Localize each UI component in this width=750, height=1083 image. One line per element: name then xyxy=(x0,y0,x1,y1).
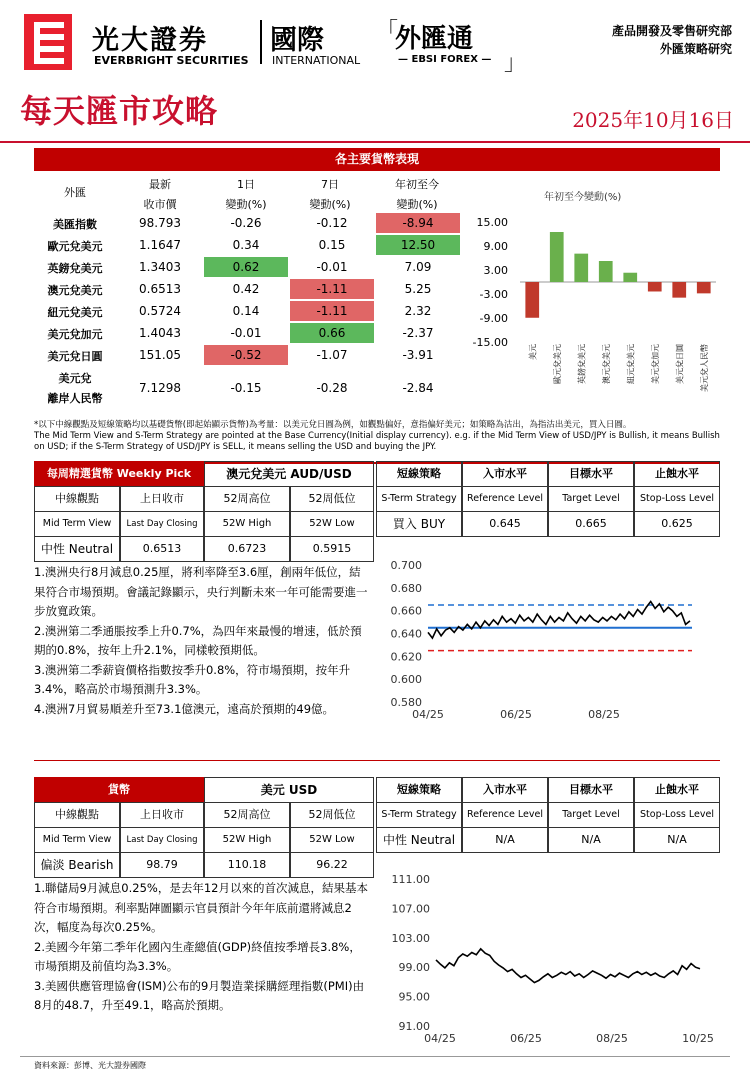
bar xyxy=(550,232,564,282)
high-header: 52周高位 xyxy=(204,486,290,512)
price-series-line xyxy=(428,602,690,639)
y-tick-label: -15.00 xyxy=(472,336,508,349)
commentary-point: 4.澳洲7月貿易順差升至73.1億澳元，遠高於預期的49億。 xyxy=(34,701,335,716)
table-row xyxy=(34,212,464,234)
commentary-point: 2.美國今年第二季年化國內生產總值(GDP)終值按季增長3.8%，市場預期及前值均為3.3%。 xyxy=(34,939,361,973)
table-row xyxy=(34,256,464,278)
low-header: 52周低位 xyxy=(290,486,374,512)
high-header: 52周高位 xyxy=(204,802,290,828)
currency-name: 澳元兌美元 xyxy=(47,284,103,297)
y-tick-label: 107.00 xyxy=(391,902,430,916)
note-cn: *以下中線觀點及短線策略均以基礎貨幣(即起始顯示貨幣)為考量：以美元兌日圓為例，如觀點偏好，意指偏好美元；如策略為沽出，為指沽出美元，買入日圓。 xyxy=(34,420,632,430)
currency-name: 紐元兌美元 xyxy=(47,306,103,319)
change-7d: 0.66 xyxy=(290,323,374,343)
st-strategy-header: 短線策略 xyxy=(376,461,462,487)
bracket-close-icon: 」 xyxy=(504,51,527,76)
stop-header: 止蝕水平 xyxy=(634,777,720,803)
pair-title: 澳元兌美元 AUD/USD xyxy=(204,461,374,487)
change-7d: 0.15 xyxy=(318,238,346,252)
y-tick-label: 91.00 xyxy=(398,1020,430,1033)
x-tick-label: 04/25 xyxy=(412,708,444,721)
mid-view-value: 中性 Neutral xyxy=(34,536,120,562)
low-value: 96.22 xyxy=(290,852,374,878)
last-price: 1.1647 xyxy=(139,238,181,252)
x-tick-label: 06/25 xyxy=(500,708,532,721)
divider xyxy=(260,20,262,64)
commentary-point: 3.澳洲第二季薪資價格指數按季升0.8%，符市場預期，按年升3.4%，略高於市場預測升3.3%。 xyxy=(34,662,351,696)
y-tick-label: 103.00 xyxy=(391,931,430,945)
column-header: 變動(%) xyxy=(225,198,267,211)
entry-value: N/A xyxy=(462,827,548,853)
bar xyxy=(525,282,539,318)
table-row xyxy=(34,322,464,344)
divider xyxy=(20,1056,730,1057)
ytd-bar-chart xyxy=(466,182,722,414)
divider xyxy=(0,141,750,143)
change-ytd: -2.84 xyxy=(402,381,434,395)
stop-value: 0.625 xyxy=(634,511,720,537)
target-value: 0.665 xyxy=(548,511,634,537)
x-tick-label: 08/25 xyxy=(588,708,620,721)
last-price: 7.1298 xyxy=(139,381,181,395)
stop-header-en: Stop-Loss Level xyxy=(634,486,720,512)
department: 產品開發及零售研究部 xyxy=(611,24,732,38)
strategy-value: 中性 Neutral xyxy=(376,827,462,853)
x-tick-label: 英鎊兌美元 xyxy=(577,344,587,384)
x-tick-label: 10/25 xyxy=(682,1032,714,1045)
entry-header: 入市水平 xyxy=(462,461,548,487)
bar xyxy=(672,282,686,298)
x-tick-label: 歐元兌美元 xyxy=(552,344,562,384)
aud-commentary xyxy=(34,563,370,719)
currency-label: 貨幣 xyxy=(34,777,204,803)
change-1d: 0.34 xyxy=(232,238,260,252)
note-en: The Mid Term View and S-Term Strategy are pointed at the Base Currency(Initial display currency). e.g. if the Mid Term View of USD/JPY is Bullish, it means Bullish on USD; if the S-Term Strategy of USD/JPY is SELL, it means selling the USD and buying the JPY. xyxy=(34,431,720,452)
column-header: 最新 xyxy=(149,178,171,191)
target-header-en: Target Level xyxy=(548,802,634,828)
change-1d: 0.14 xyxy=(232,304,260,318)
change-ytd: -8.94 xyxy=(376,213,460,233)
last-close-header-en: Last Day Closing xyxy=(120,511,204,537)
last-close-header-en: Last Day Closing xyxy=(120,827,204,853)
table-row xyxy=(34,344,464,366)
currency-name: 歐元兌美元 xyxy=(47,240,103,253)
change-7d: -1.11 xyxy=(290,279,374,299)
high-header-en: 52W High xyxy=(204,827,290,853)
change-1d: 0.42 xyxy=(232,282,260,296)
last-price: 1.3403 xyxy=(139,260,181,274)
section-title: 各主要貨幣表現 xyxy=(34,148,720,171)
x-tick-label: 紐元兌美元 xyxy=(626,344,636,384)
y-tick-label: 3.00 xyxy=(483,264,508,277)
department-sub: 外匯策略研究 xyxy=(659,42,732,56)
low-header-en: 52W Low xyxy=(290,511,374,537)
y-tick-label: 0.600 xyxy=(390,673,422,687)
column-header: 收市價 xyxy=(143,198,177,211)
change-7d: -1.11 xyxy=(290,301,374,321)
change-ytd: -2.37 xyxy=(402,326,434,340)
column-header: 外匯 xyxy=(64,186,86,199)
x-tick-label: 美元兌加元 xyxy=(650,344,660,384)
column-header: 變動(%) xyxy=(396,198,438,211)
st-strategy-header: 短線策略 xyxy=(376,777,462,803)
y-tick-label: 111.00 xyxy=(391,873,430,886)
change-1d: 0.62 xyxy=(204,257,288,277)
last-close-header: 上日收市 xyxy=(120,486,204,512)
change-1d: -0.26 xyxy=(230,216,262,230)
intl-name-en: INTERNATIONAL xyxy=(272,54,361,67)
last-price: 98.793 xyxy=(139,216,181,230)
ebsi-name: 外匯通 xyxy=(395,24,474,54)
stop-header: 止蝕水平 xyxy=(634,461,720,487)
change-7d: -0.12 xyxy=(316,216,348,230)
disclaimer-note xyxy=(34,420,724,453)
bracket-open-icon: 「 xyxy=(376,19,399,44)
report-date: 2025年10月16日 xyxy=(572,108,734,132)
price-series-line xyxy=(436,949,700,983)
low-header-en: 52W Low xyxy=(290,827,374,853)
column-header: 變動(%) xyxy=(309,198,351,211)
low-header: 52周低位 xyxy=(290,802,374,828)
change-ytd: 12.50 xyxy=(376,235,460,255)
y-tick-label: 0.580 xyxy=(390,696,422,709)
bar xyxy=(648,282,662,291)
last-price: 1.4043 xyxy=(139,326,181,340)
y-tick-label: 0.700 xyxy=(390,559,422,572)
column-header: 7日 xyxy=(321,178,339,191)
table-row xyxy=(34,300,464,322)
y-tick-label: 15.00 xyxy=(476,216,508,229)
last-price: 0.5724 xyxy=(139,304,181,318)
change-ytd: 7.09 xyxy=(404,260,432,274)
commentary-point: 2.澳洲第二季通脹按季上升0.7%，為四年來最慢的增速，低於預期的0.8%，按年上升2.1%，同樣較預期低。 xyxy=(34,623,362,657)
x-tick-label: 08/25 xyxy=(596,1032,628,1045)
y-tick-label: 0.620 xyxy=(390,650,422,664)
last-price: 0.6513 xyxy=(139,282,181,296)
bar xyxy=(623,273,637,282)
last-price: 151.05 xyxy=(139,348,181,362)
table-row xyxy=(34,278,464,300)
y-tick-label: 95.00 xyxy=(398,990,430,1004)
pair-title: 美元 USD xyxy=(204,777,374,803)
currency-name: 美元兌 xyxy=(58,372,92,385)
change-1d: -0.15 xyxy=(230,381,262,395)
commentary-point: 1.聯儲局9月減息0.25%，是去年12月以來的首次減息，結果基本符合市場預期。利率點陣圖顯示官員預計今年年底前還將減息2次，幅度為每次0.25%。 xyxy=(34,881,368,934)
mid-view-header: 中線觀點 xyxy=(34,486,120,512)
change-ytd: -3.91 xyxy=(402,348,434,362)
currency-name: 美匯指數 xyxy=(53,218,97,231)
currency-name: 英鎊兌美元 xyxy=(47,262,103,275)
strategy-value: 買入 BUY xyxy=(376,511,462,537)
y-tick-label: 99.00 xyxy=(398,961,430,975)
bar xyxy=(574,254,588,282)
entry-value: 0.645 xyxy=(462,511,548,537)
currency-name: 美元兌加元 xyxy=(47,328,103,341)
change-1d: -0.01 xyxy=(230,326,262,340)
column-header: 年初至今 xyxy=(395,178,439,191)
high-header-en: 52W High xyxy=(204,511,290,537)
change-ytd: 2.32 xyxy=(404,304,432,318)
low-value: 0.5915 xyxy=(290,536,374,562)
x-tick-label: 美元兌日圓 xyxy=(675,344,685,384)
stop-value: N/A xyxy=(634,827,720,853)
high-value: 0.6723 xyxy=(204,536,290,562)
target-value: N/A xyxy=(548,827,634,853)
source-note: 資料來源：彭博、光大證券國際 xyxy=(34,1061,146,1070)
everbright-logo-icon xyxy=(24,14,72,70)
mid-view-value: 偏淡 Bearish xyxy=(34,852,120,878)
brand-name: 光大證券 xyxy=(92,25,208,56)
currency-name: 美元兌日圓 xyxy=(47,350,103,363)
stop-header-en: Stop-Loss Level xyxy=(634,802,720,828)
entry-header-en: Reference Level xyxy=(462,802,548,828)
currency-name: 離岸人民幣 xyxy=(47,392,103,405)
x-tick-label: 04/25 xyxy=(424,1032,456,1045)
change-ytd: 5.25 xyxy=(404,282,432,296)
mid-view-header: 中線觀點 xyxy=(34,802,120,828)
intl-name: 國際 xyxy=(270,25,324,56)
x-tick-label: 美元兌人民幣 xyxy=(699,344,709,392)
change-7d: -0.28 xyxy=(316,381,348,395)
chart-title: 年初至今變動(%) xyxy=(544,192,622,203)
bar xyxy=(697,282,711,293)
x-tick-label: 美元 xyxy=(528,344,538,360)
table-row xyxy=(34,234,464,256)
target-header: 目標水平 xyxy=(548,461,634,487)
divider xyxy=(34,760,720,761)
page-title: 每天匯市攻略 xyxy=(20,92,219,130)
y-tick-label: -9.00 xyxy=(479,312,508,325)
target-header-en: Target Level xyxy=(548,486,634,512)
usd-price-chart xyxy=(380,868,720,1048)
commentary-point: 1.澳洲央行8月減息0.25厘，將利率降至3.6厘，創兩年低位，結果符合市場預期。會議記錄顯示，央行判斷未來一年可能需要進一步放寬政策。 xyxy=(34,565,368,618)
y-tick-label: 0.660 xyxy=(390,604,422,618)
entry-header-en: Reference Level xyxy=(462,486,548,512)
mid-view-header-en: Mid Term View xyxy=(34,827,120,853)
high-value: 110.18 xyxy=(204,852,290,878)
brand-name-en: EVERBRIGHT SECURITIES xyxy=(94,54,249,67)
aud-price-chart xyxy=(380,556,720,726)
column-header: 1日 xyxy=(237,178,255,191)
last-close-value: 0.6513 xyxy=(120,536,204,562)
table-row xyxy=(34,368,464,408)
weekly-pick-label: 每周精選貨幣 Weekly Pick xyxy=(34,461,204,487)
commentary-point: 3.美國供應管理協會(ISM)公布的9月製造業採購經理指數(PMI)由8月的48.7，升至49.1，略高於預期。 xyxy=(34,978,365,1012)
change-7d: -1.07 xyxy=(316,348,348,362)
mid-view-header-en: Mid Term View xyxy=(34,511,120,537)
st-strategy-header-en: S-Term Strategy xyxy=(376,486,462,512)
change-7d: -0.01 xyxy=(316,260,348,274)
y-tick-label: 0.640 xyxy=(390,627,422,641)
y-tick-label: -3.00 xyxy=(479,288,508,301)
change-1d: -0.52 xyxy=(204,345,288,365)
entry-header: 入市水平 xyxy=(462,777,548,803)
y-tick-label: 0.680 xyxy=(390,581,422,595)
ebsi-name-en: — EBSI FOREX — xyxy=(398,54,492,65)
x-tick-label: 澳元兌美元 xyxy=(601,344,611,384)
st-strategy-header-en: S-Term Strategy xyxy=(376,802,462,828)
usd-commentary xyxy=(34,879,370,1016)
last-close-value: 98.79 xyxy=(120,852,204,878)
last-close-header: 上日收市 xyxy=(120,802,204,828)
target-header: 目標水平 xyxy=(548,777,634,803)
x-tick-label: 06/25 xyxy=(510,1032,542,1045)
y-tick-label: 9.00 xyxy=(483,240,508,253)
bar xyxy=(599,261,613,282)
